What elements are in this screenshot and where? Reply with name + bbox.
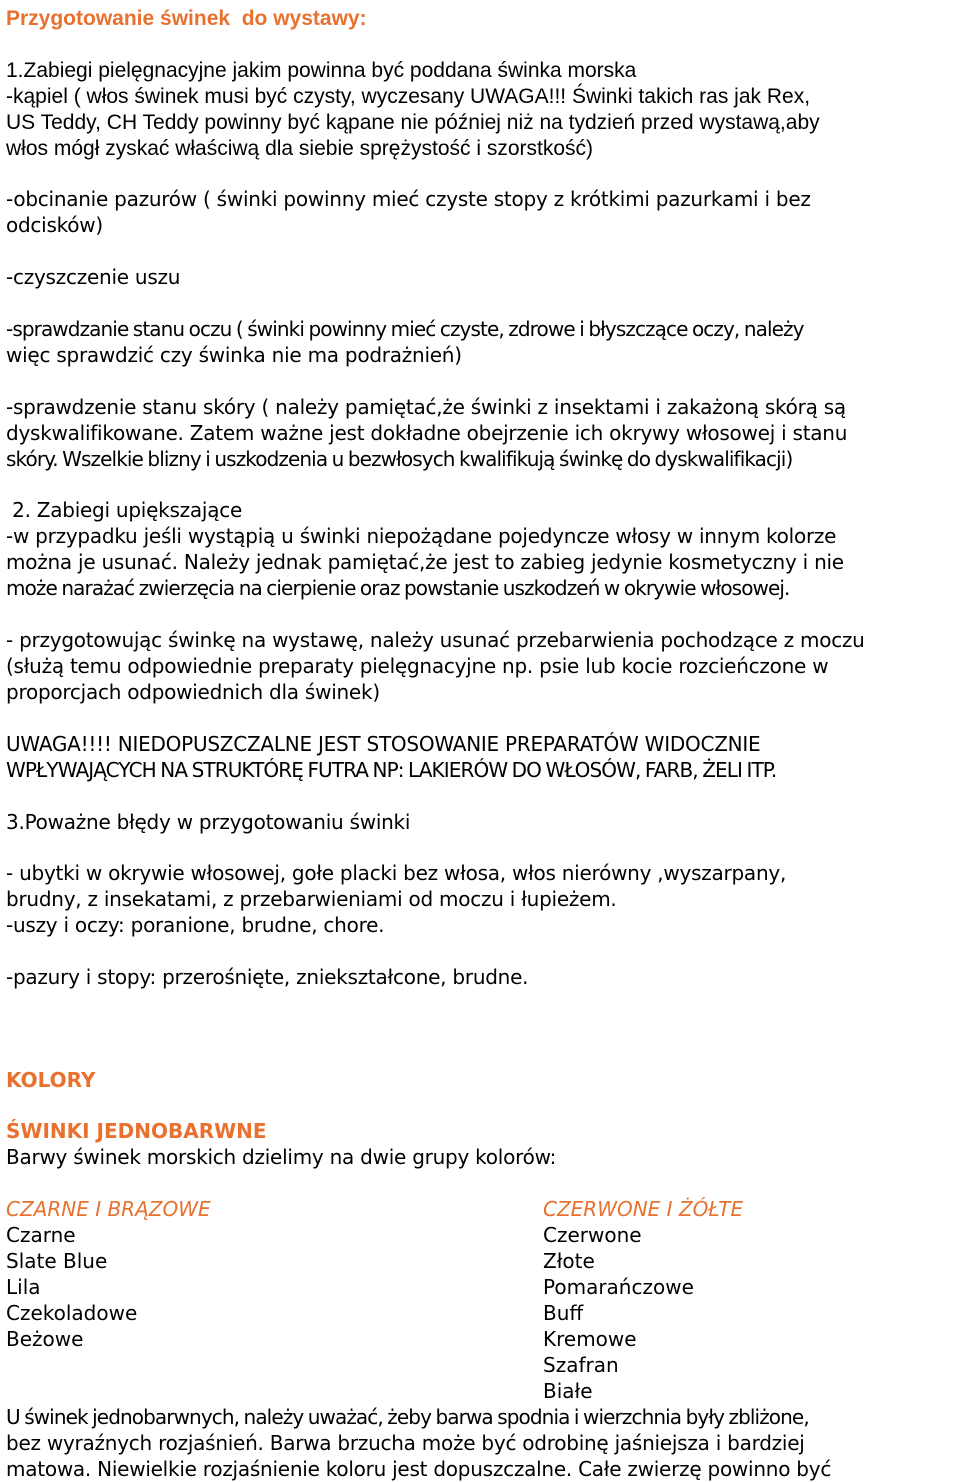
group-1-item: Czarne — [6, 1223, 76, 1247]
warning-line-2: WPŁYWAJĄCYCH NA STRUKTÓRĘ FUTRA NP: LAKIERÓW DO WŁOSÓW, FARB, ŻELI ITP. — [6, 758, 777, 782]
group-1-item: Beżowe — [6, 1327, 84, 1351]
group-2-item: Czerwone — [543, 1223, 642, 1247]
claws-line-1: -obcinanie pazurów ( świnki powinny mieć czyste stopy z krótkimi pazurkami i bez — [6, 187, 811, 211]
group-2-item: Złote — [543, 1249, 595, 1273]
section-1-heading: 1.Zabiegi pielęgnacyjne jakim powinna być poddana świnka morska — [6, 59, 637, 82]
group-1-item: Slate Blue — [6, 1249, 108, 1273]
group-2-item: Szafran — [543, 1353, 619, 1377]
claws-faults: -pazury i stopy: przerośnięte, zniekształcone, brudne. — [6, 965, 529, 989]
ears-eyes-faults: -uszy i oczy: poranione, brudne, chore. — [6, 913, 385, 937]
closing-line-3: matowa. Niewielkie rozjaśnienie koloru jest dopuszczalne. Całe zwierzę powinno być — [6, 1457, 832, 1481]
coat-faults-line-1: - ubytki w okrywie włosowej, gołe placki bez włosa, włos nierówny ,wyszarpany, — [6, 861, 787, 885]
bath-line-3: włos mógł zyskać właściwą dla siebie sprężystość i szorstkość) — [6, 137, 594, 160]
closing-line-2: bez wyraźnych rozjaśnień. Barwa brzucha może być odrobinę jaśniejsza i bardziej — [6, 1431, 805, 1455]
section-3-heading: 3.Poważne błędy w przygotowaniu świnki — [6, 810, 411, 834]
claws-line-2: odcisków) — [6, 213, 103, 237]
hair-line-1: -w przypadku jeśli wystąpią u świnki niepożądane pojedyncze włosy w innym kolorze — [6, 524, 837, 548]
group-1-item: Lila — [6, 1275, 41, 1299]
group-2-item: Kremowe — [543, 1327, 637, 1351]
skin-line-3: skóry. Wszelkie blizny i uszkodzenia u bezwłosych kwalifikują świnkę do dyskwalifikacji) — [6, 447, 793, 471]
stain-line-2: (służą temu odpowiednie preparaty pielęgnacyjne np. psie lub kocie rozcieńczone w — [6, 654, 829, 678]
skin-line-1: -sprawdzenie stanu skóry ( należy pamiętać,że świnki z insektami i zakażoną skórą są — [6, 395, 846, 419]
section-2-heading: 2. Zabiegi upiększające — [6, 498, 243, 522]
selfs-heading: ŚWINKI JEDNOBARWNE — [6, 1119, 267, 1143]
colors-intro: Barwy świnek morskich dzielimy na dwie grupy kolorów: — [6, 1145, 557, 1169]
group-2-title: CZERWONE I ŻÓŁTE — [543, 1197, 744, 1221]
ears-cleaning: -czyszczenie uszu — [6, 265, 181, 289]
stain-line-1: - przygotowując świnkę na wystawę, należy usunać przebarwienia pochodzące z moczu — [6, 628, 865, 652]
group-1-item: Czekoladowe — [6, 1301, 138, 1325]
bath-line-1: -kąpiel ( włos świnek musi być czysty, wyczesany UWAGA!!! Świnki takich ras jak Rex, — [6, 85, 811, 108]
colors-heading: KOLORY — [6, 1068, 96, 1092]
closing-line-1: U świnek jednobarwnych, należy uważać, żeby barwa spodnia i wierzchnia były zbliżone, — [6, 1405, 809, 1429]
skin-line-2: dyskwalifikowane. Zatem ważne jest dokładne obejrzenie ich okrywy włosowej i stanu — [6, 421, 848, 445]
eyes-line-2: więc sprawdzić czy świnka nie ma podrażnień) — [6, 343, 462, 367]
group-1-title: CZARNE I BRĄZOWE — [6, 1197, 211, 1221]
bath-line-2: US Teddy, CH Teddy powinny być kąpane nie później niż na tydzień przed wystawą,aby — [6, 111, 820, 134]
group-2-item: Pomarańczowe — [543, 1275, 694, 1299]
eyes-line-1: -sprawdzanie stanu oczu ( świnki powinny mieć czyste, zdrowe i błyszczące oczy, należy — [6, 317, 804, 341]
stain-line-3: proporcjach odpowiednich dla świnek) — [6, 680, 380, 704]
group-2-item: Białe — [543, 1379, 593, 1403]
warning-line-1: UWAGA!!!! NIEDOPUSZCZALNE JEST STOSOWANIE PREPARATÓW WIDOCZNIE — [6, 732, 761, 756]
hair-line-3: może narażać zwierzęcia na cierpienie oraz powstanie uszkodzeń w okrywie włosowej. — [6, 576, 790, 600]
page-title: Przygotowanie świnek do wystawy: — [6, 7, 367, 30]
coat-faults-line-2: brudny, z insekatami, z przebarwieniami od moczu i łupieżem. — [6, 887, 617, 911]
group-2-item: Buff — [543, 1301, 584, 1325]
hair-line-2: można je usunać. Należy jednak pamiętać,że jest to zabieg jedynie kosmetyczny i nie — [6, 550, 844, 574]
